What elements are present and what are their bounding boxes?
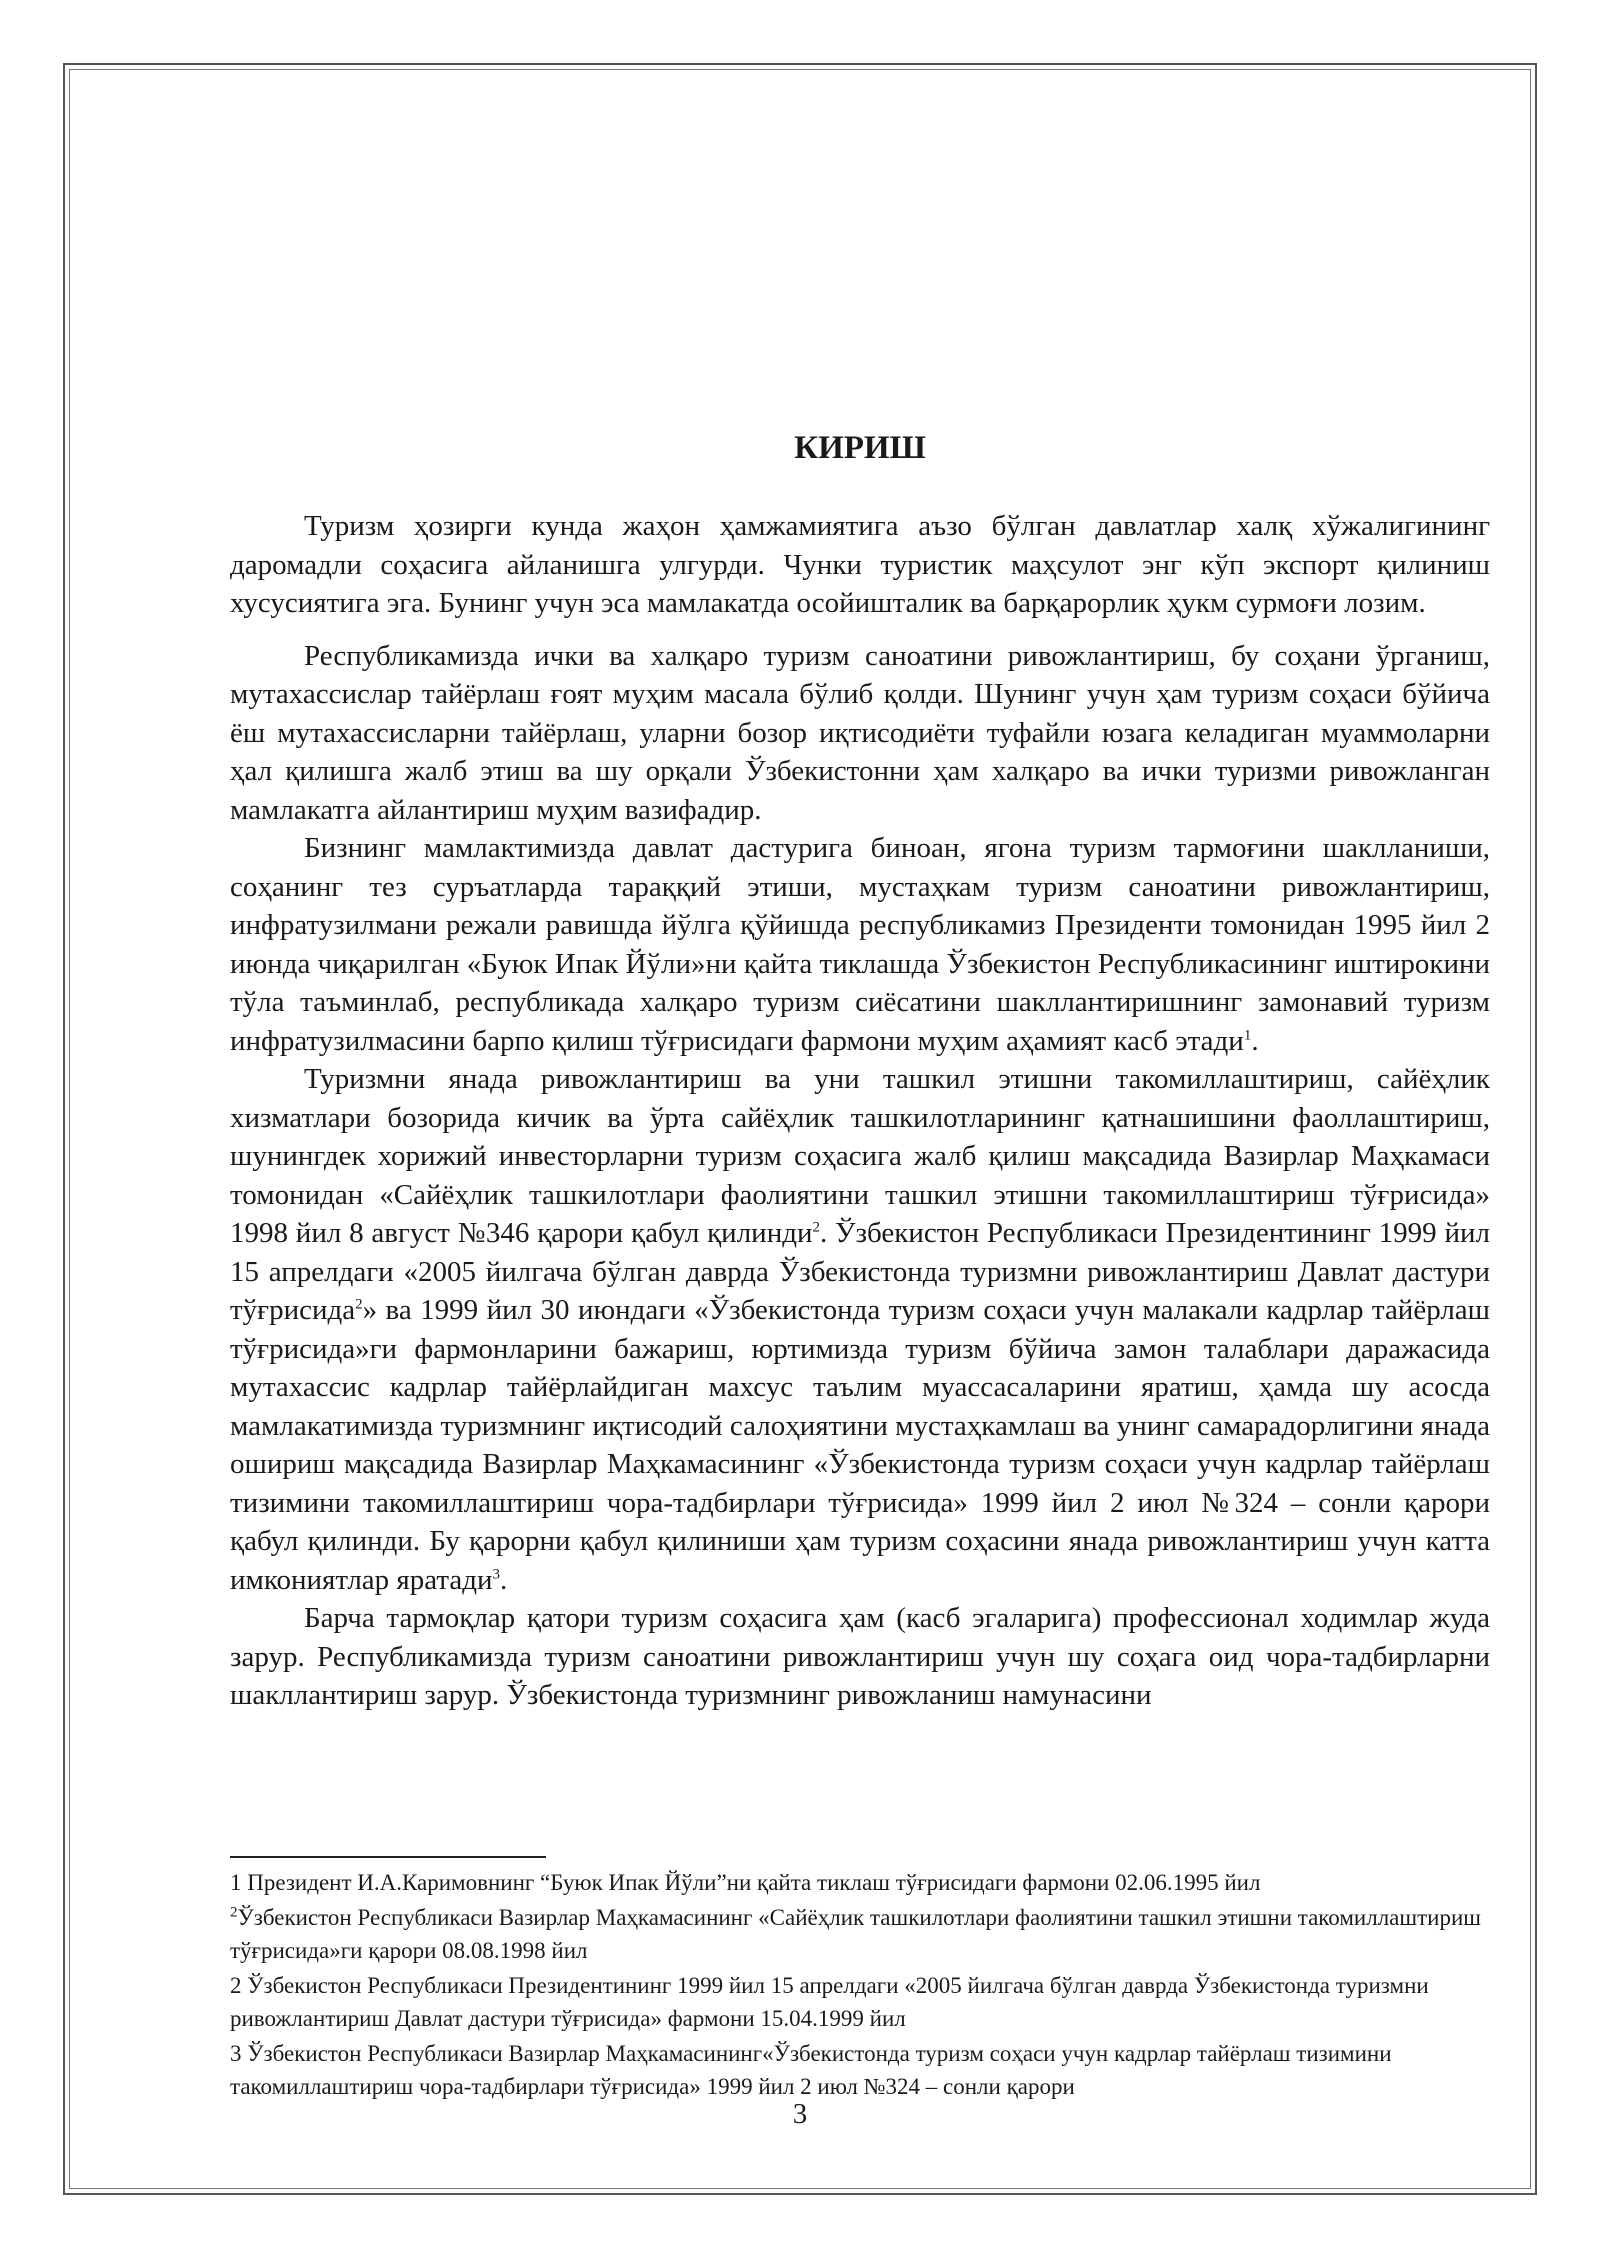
paragraph-3: Бизнинг мамлактимизда давлат дастурига биноан, ягона туризм тармоғини шаклланиши, соҳанинг тез суръатларда тараққий этиши, мустаҳкам туризм саноатини ривожлантириш, инфратузилмани режали равишда йўлга қўйишда республикамиз Президенти томонидан 1995 йил 2 июнда чиқарилган «Буюк Ипак Йўли»ни қайта тиклашда Ўзбекистон Республикасининг иштирокини тўла таъминлаб, республикада халқаро туризм сиёсатини шакллантиришнинг замонавий туризм инфратузилмасини барпо қилиш тўғрисидаги фармони муҳим аҳамият касб этади$^1$. — [230, 832, 1490, 1057]
footnote-ref: 2 — [812, 1219, 820, 1236]
footnote-3: 2 Ўзбекистон Республикаси Президентининг 1999 йил 15 апрелдаги «2005 йилгача бўлган даврда Ўзбекистонда туризмни ривожлантириш Давлат дастури тўғрисида» фармони 15.04.1999 йил — [230, 1973, 1429, 2031]
paragraph-2: Республикамизда ички ва халқаро туризм саноатини ривожлантириш, бу соҳани ўрганиш, мутахассислар тайёрлаш ғоят муҳим масала бўлиб қолди. Шунинг учун ҳам туризм соҳаси бўйича ёш мутахассисларни тайёрлаш, уларни бозор иқтисодиёти туфайли юзага келадиган муаммоларни ҳал қилишга жалб этиш ва шу орқали Ўзбекистонни ҳам халқаро ва ички туризми ривожланган мамлакатга айлантириш муҳим вазифадир. — [230, 639, 1490, 826]
footnote-2: $^2$Ўзбекистон Республикаси Вазирлар Маҳкамасининг «Сайёҳлик ташкилотлари фаолиятини ташкил этишни такомиллаштириш тўғрисида»ги қарори 08.08.1998 йил — [230, 1904, 1481, 1963]
paragraph-5: Барча тармоқлар қатори туризм соҳасига ҳам (касб эгаларига) профессионал ходимлар жуда зарур. Республикамизда туризм саноатини ривожлантириш учун шу соҳага оид чора-тадбирларни шакллантириш зарур. Ўзбекистонда туризмнинг ривожланиш намунасини — [230, 1602, 1490, 1711]
footnotes — [230, 1866, 1490, 2105]
footnote-separator — [230, 1856, 546, 1858]
footnote-ref: 2 — [355, 1296, 363, 1313]
footnote-4: 3 Ўзбекистон Республикаси Вазирлар Маҳкамасининг«Ўзбекистонда туризм соҳаси учун кадрлар тайёрлаш тизимини такомиллаштириш чора-тадбирлари тўғрисида» 1999 йил 2 июл №324 – сонли қарори — [230, 2041, 1392, 2099]
page-number: 3 — [792, 2098, 808, 2130]
footnote-ref: 1 — [1243, 1026, 1252, 1043]
paragraph-4: Туризмни янада ривожлантириш ва уни ташкил этишни такомиллаштириш, сайёҳлик хизматлари бозорида кичик ва ўрта сайёҳлик ташкилотларининг қатнашишини фаоллаштириш, шунингдек хорижий инвесторларни туризм соҳасига жалб қилиш мақсадида Вазирлар Маҳкамаси томонидан «Сайёҳлик ташкилотлари фаолиятини ташкил этишни такомиллаштириш тўғрисида» 1998 йил 8 август №346 қарори қабул қилинди$^2$. Ўзбекистон Республикаси Президентининг 1999 йил 15 апрелдаги «2005 йилгача бўлган даврда Ўзбекистонда туризмни ривожлантириш Давлат дастури тўғрисида$^2$» ва 1999 йил 30 июндаги «Ўзбекистонда туризм соҳаси учун малакали кадрлар тайёрлаш тўғрисида»ги фармонларини бажариш, юртимизда туризм бўйича замон талаблари даражасида мутахассис кадрлар тайёрлайдиган махсус таълим муассасаларини яратиш, ҳамда шу асосда мамлакатимизда туризмнинг иқтисодий салоҳиятини мустаҳкамлаш ва унинг самарадорлигини янада ошириш мақсадида Вазирлар Маҳкамасининг «Ўзбекистонда туризм соҳаси учун кадрлар тайёрлаш тизимини такомиллаштириш чора-тадбирлари тўғрисида» 1999 йил 2 июл №324 – сонли қарори қабул қилинди. Бу қарорни қабул қилиниши ҳам туризм соҳасини янада ривожлантириш учун катта имкониятлар яратади$^3$. — [230, 1063, 1490, 1596]
page-title: КИРИШ — [794, 430, 926, 466]
footnote-ref: 3 — [492, 1565, 501, 1582]
footnote-1: 1 Президент И.А.Каримовнинг “Буюк Ипак Йўли”ни қайта тиклаш тўғрисидаги фармони 02.06.1995 йил — [230, 1870, 1261, 1895]
document-body — [230, 430, 1490, 1715]
paragraph-1: Туризм ҳозирги кунда жаҳон ҳамжамиятига аъзо бўлган давлатлар халқ хўжалигининг даромадли соҳасига айланишга улгурди. Чунки туристик маҳсулот энг кўп экспорт қилиниш хусусиятига эга. Бунинг учун эса мамлакатда осойишталик ва барқарорлик ҳукм сурмоғи лозим. — [230, 510, 1490, 619]
